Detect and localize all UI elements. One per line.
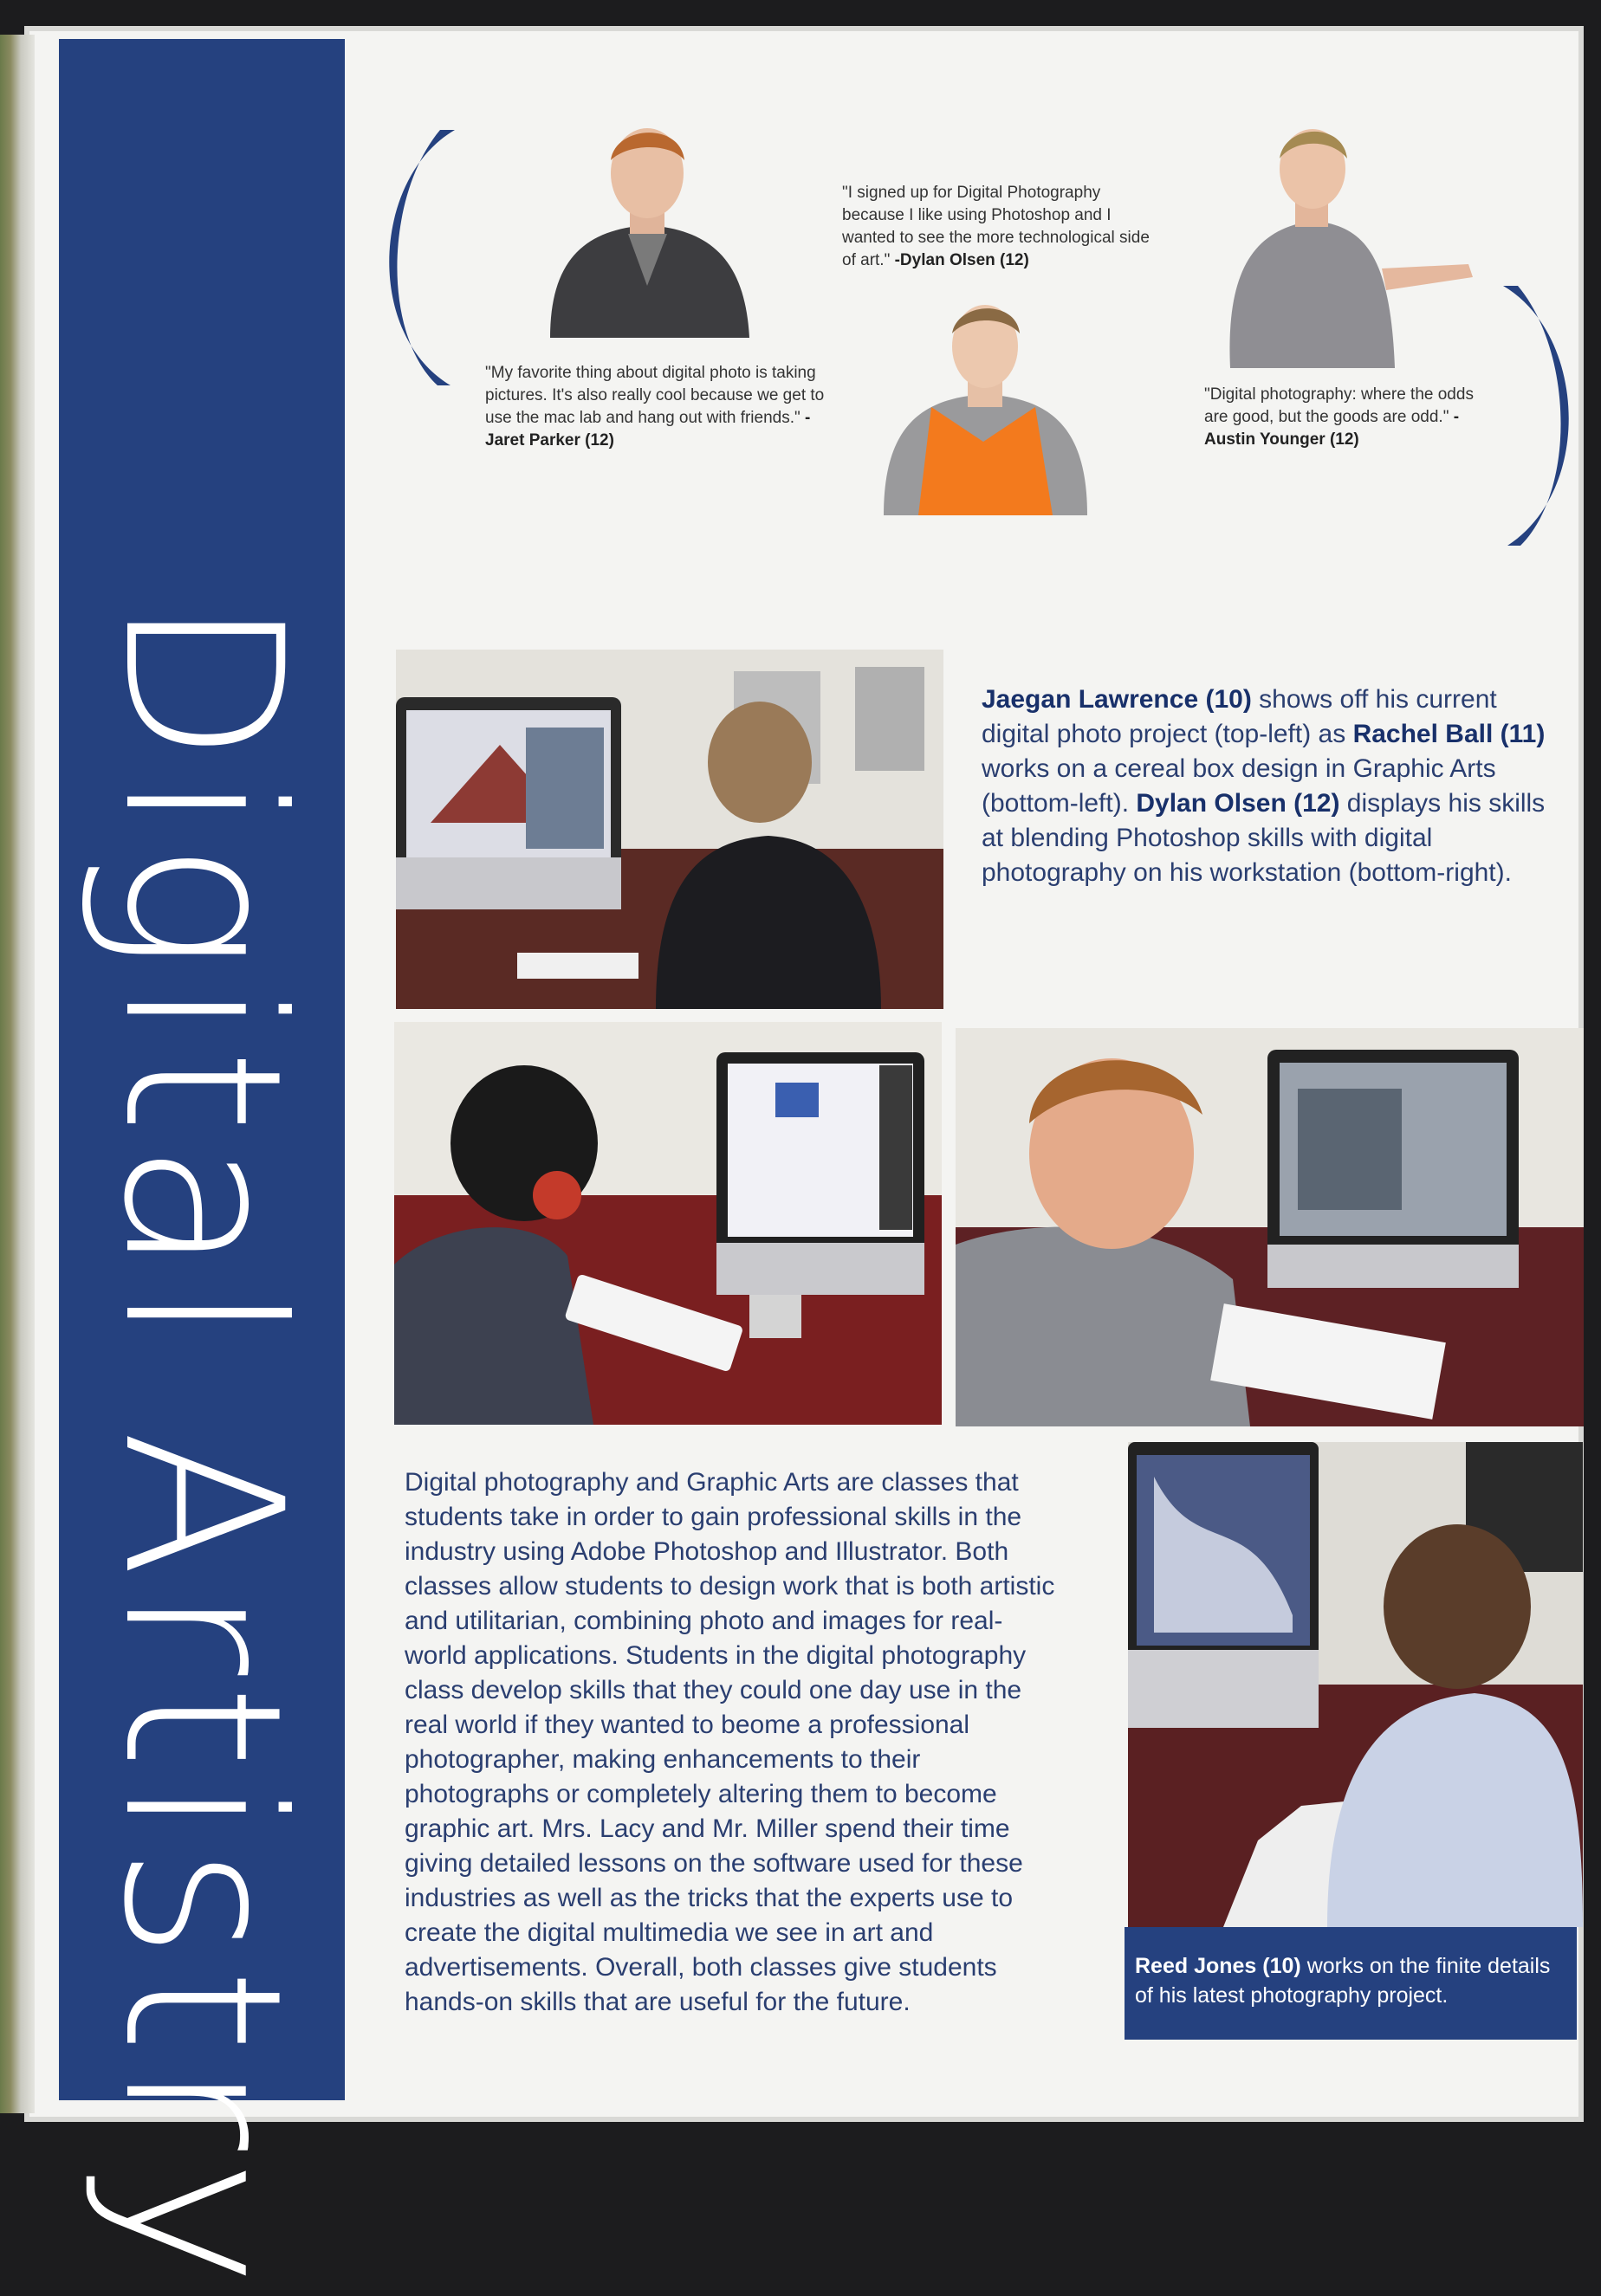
quote-dylan-author: -Dylan Olsen (12) bbox=[894, 251, 1029, 269]
right-parenthesis-decoration bbox=[1499, 281, 1594, 550]
quote-jaret-author: -Jaret Parker (12) bbox=[485, 409, 811, 449]
page-title: Digital Artistry bbox=[76, 597, 328, 2296]
student-portrait-austin bbox=[1217, 117, 1486, 368]
quote-austin bbox=[1204, 384, 1490, 451]
student-portrait-jaret bbox=[533, 113, 762, 338]
quote-dylan-text: "I signed up for Digital Photography because I like using Photoshop and I wanted to see the more technological side of art." bbox=[842, 184, 1150, 269]
photo-caption bbox=[982, 682, 1571, 890]
photo-reed-workstation bbox=[1128, 1442, 1583, 1927]
photo-dylan-workstation bbox=[956, 1028, 1584, 1426]
caption-name-rachel: Rachel Ball (11) bbox=[1352, 720, 1546, 748]
quote-jaret-text: "My favorite thing about digital photo is taking pictures. It's also really cool because we get to use the mac lab and hang out with friends." bbox=[485, 364, 825, 427]
page-edge bbox=[0, 35, 35, 2113]
reed-caption-name: Reed Jones (10) bbox=[1135, 1954, 1301, 1978]
caption-text-3: displays his skills at blending Photoshop skills with digital photography on his workstation (bottom-right). bbox=[982, 789, 1546, 887]
caption-text-1: shows off his current digital photo project (top-left) as bbox=[982, 685, 1497, 748]
left-parenthesis-decoration bbox=[364, 126, 459, 394]
article-body: Digital photography and Graphic Arts are classes that students take in order to gain professional skills in the industry using Adobe Photoshop and Illustrator. Both classes allow students to design work that is both artistic and utilitarian, combining photo and images for real-world applications. Students in the digital photography class develop skills that they could one day use in the real world if they wanted to beome a professional photographer, making enhancements to their photographs or completely altering them to become graphic art. Mrs. Lacy and Mr. Miller spend their time giving detailed lessons on the software used for these industries as well as the tricks that the experts use to create the digital multimedia we see in art and advertisements. Overall, both classes give students hands-on skills that are useful for the future. bbox=[405, 1468, 1055, 2016]
caption-name-dylan: Dylan Olsen (12) bbox=[1136, 789, 1340, 818]
caption-name-jaegan: Jaegan Lawrence (10) bbox=[982, 685, 1252, 714]
caption-text-2: works on a cereal box design in Graphic Arts (bottom-left). bbox=[982, 754, 1496, 818]
quote-austin-text: "Digital photography: where the odds are good, but the goods are odd." bbox=[1204, 385, 1474, 426]
quote-dylan bbox=[842, 182, 1154, 272]
photo-rachel-workstation bbox=[394, 1022, 942, 1425]
photo-jaegan-workstation bbox=[396, 650, 943, 1009]
reed-caption-text: works on the finite details of his latest photography project. bbox=[1135, 1954, 1551, 2008]
quote-austin-author: -Austin Younger (12) bbox=[1204, 408, 1460, 449]
quote-jaret bbox=[485, 362, 832, 452]
student-portrait-dylan bbox=[879, 294, 1092, 515]
reed-caption-box bbox=[1125, 1927, 1577, 2040]
